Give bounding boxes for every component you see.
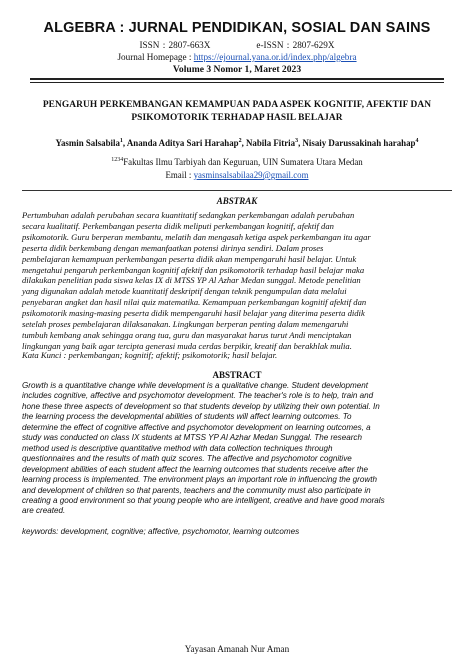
abstract-line: are created. [22, 506, 66, 516]
abstrak-body [22, 210, 452, 352]
abstrak-line: setelah proses pembelajaran dilaksanakan. Lingkungan berperan penting dalam memengaruhi [22, 319, 349, 330]
author-name: Yasmin Salsabila [55, 138, 120, 148]
header-divider-thick [30, 78, 444, 80]
abstract-line: Growth is a quantitative change while development is a qualitative change. Student development [22, 381, 368, 390]
author-separator: , [241, 138, 247, 148]
abstrak-heading: ABSTRAK [216, 196, 258, 206]
abstract-line: learning process is implemented. The environment plays an important role in influencing the growth [22, 475, 377, 485]
author-name: Ananda Aditya Sari Harahap [126, 138, 239, 148]
abstrak-line: secara kualitatif. Perkembangan peserta didik meliputi perkembangan kognitif, afektif dan [22, 220, 334, 231]
abstrak-line: yang digunakan adalah metode kuantitatif deskriptif dengan teknik pengumpulan data melalui [22, 286, 347, 297]
issn-online: e-ISSN : 2807-629X [256, 40, 335, 50]
abstract-line: method used is descriptive quantitative method with data collection techniques through [22, 443, 333, 453]
journal-homepage [0, 52, 474, 62]
article-title-line: PENGARUH PERKEMBANGAN KEMAMPUAN PADA ASPEK KOGNITIF, AFEKTIF DAN [42, 100, 432, 110]
abstrak-line: penyebaran angket dan hasil nilai quiz matematika. Kemampuan perkembangan kognitif afektif dan [22, 297, 367, 308]
issn-line [0, 40, 474, 50]
author-name: Nabila Fitria [246, 138, 296, 148]
author-affiliation-mark: 1 [119, 138, 123, 145]
abstract-line: and development of children so that parents, teachers and the community must also participate in [22, 485, 371, 495]
abstract-line: determine the effect of cognitive affective and psychomotor development on learning outcomes, a [22, 422, 371, 432]
header-divider-thin [30, 82, 444, 83]
email-label: Email : [165, 170, 194, 180]
abstrak-line: pembelajaran kemampuan perkembangan peserta didik akan mempengaruhi hasil belajar. Untuk [22, 253, 357, 264]
author-affiliation-mark: 2 [238, 138, 242, 145]
author-list [22, 138, 452, 148]
journal-title: ALGEBRA : JURNAL PENDIDIKAN, SOSIAL DAN SAINS [43, 20, 431, 36]
author-email [0, 170, 474, 180]
abstract-line: includes cognitive, affective and psychomotor development. The teacher's role is to help, train and [22, 391, 374, 401]
abstract-line: development abilities of each student affect the learning outcomes that students receive after the [22, 464, 368, 474]
abstrak-line: tumbuh kembang anak sehingga orang tua, guru dan masyarakat harus turut Andi menciptakan [22, 329, 352, 340]
author-affiliation-mark: 4 [415, 138, 419, 145]
abstract-divider [22, 190, 452, 191]
author-affiliation-mark: 3 [295, 138, 299, 145]
author-separator: , [122, 138, 127, 148]
abstrak-line: peserta didik berkembang dengan memanfaatkan potensi dirinya sendiri. Dalam proses [22, 242, 324, 253]
author-separator: , [298, 138, 303, 148]
author-affiliation [0, 157, 474, 167]
volume-info: Volume 3 Nomor 1, Maret 2023 [172, 64, 302, 75]
publisher-footer: Yayasan Amanah Nur Aman [184, 644, 290, 654]
homepage-label: Journal Homepage : [117, 52, 194, 62]
abstract-heading: ABSTRACT [212, 370, 262, 380]
abstract-line: hone these three aspects of development so that students develop by utilizing their own potential. In [22, 401, 380, 411]
email-link[interactable]: yasminsalsabilaa29@gmail.com [193, 170, 309, 180]
abstrak-line: psikomotorik. Guru berperan membantu, melatih dan mengasah ketiga aspek perkembangan itu agar [22, 231, 371, 242]
keywords: keywords: development, cognitive; affective, psychomotor, learning outcomes [22, 527, 300, 536]
abstract-body [22, 381, 452, 517]
kata-kunci: Kata Kunci : perkembangan; kognitif; afektif; psikomotorik; hasil belajar. [22, 350, 278, 360]
abstrak-line: lingkungan yang baik agar tercipta generasi muda cerdas berpikir, kreatif dan berakhlak mulia. [22, 340, 352, 351]
affiliation-mark: 1234 [111, 157, 124, 164]
abstract-line: study was conducted on class IX students at MTSS YP Al Azhar Medan Sunggal. The research [22, 433, 362, 443]
abstract-line: creating a good environment so that young people who are intelligent, creative and have good morals [22, 495, 385, 505]
abstrak-line: dilakukan penelitian pada siswa kelas IX di MTSS YP Al Azhar Medan sunggal. Metode penelitian [22, 275, 361, 286]
author-name: Nisaiy Darussakinah harahap [302, 138, 416, 148]
abstract-line: the learning process the developmental abilities of students will affect learning outcomes. To [22, 412, 352, 422]
abstrak-line: mengetahui pengaruh perkembangan kognitif afektif dan psikomotorik terhadap hasil belajar maka [22, 264, 365, 275]
article-title-line: PSIKOMOTORIK TERHADAP HASIL BELAJAR [131, 113, 343, 123]
homepage-link[interactable]: https://ejournal.yana.or.id/index.php/algebra [193, 52, 357, 62]
abstract-line: questionnaires and the results of math quiz scores. The affective and psychomotor cognitive [22, 454, 352, 464]
affiliation-text: Fakultas Ilmu Tarbiyah dan Keguruan, UIN Sumatera Utara Medan [123, 157, 363, 167]
issn-print: ISSN : 2807-663X [139, 40, 211, 50]
article-title [40, 99, 434, 125]
abstrak-line: psikomotorik masing-masing peserta didik mempengaruhi hasil belajar yang diterima peserta didik [22, 308, 365, 319]
abstrak-line: Pertumbuhan adalah perubahan secara kuantitatif sedangkan perkembangan adalah perubahan [22, 210, 355, 220]
